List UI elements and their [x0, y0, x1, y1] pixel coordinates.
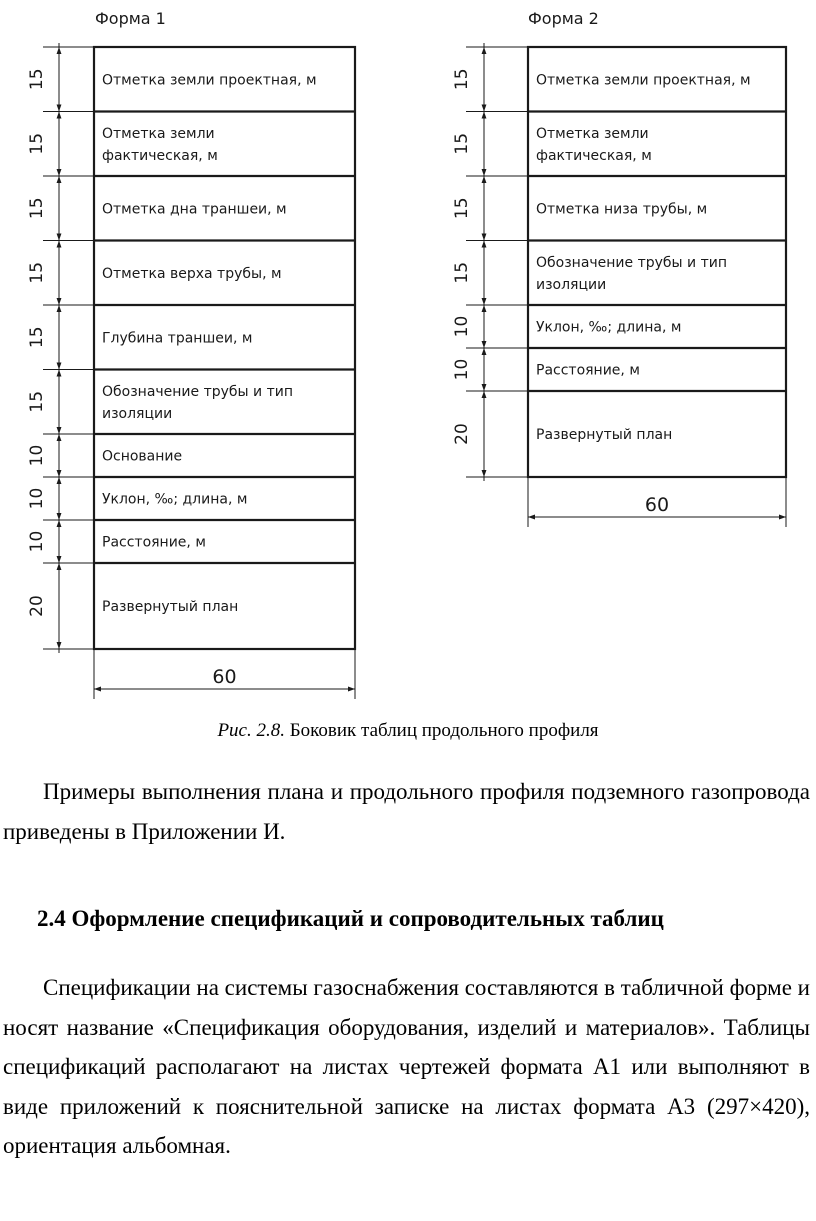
form-1-table: [27, 9, 355, 699]
row-label: Уклон, ‰; длина, м: [102, 491, 248, 508]
paragraph-specifications: Спецификации на системы газоснабжения составляются в табличной форме и носят название «Спецификация оборудования, изделий и материалов». Таблицы спецификаций располагают на листах чертежей формата А1 или выполняют в виде приложений к пояснительной записке на листах формата А3 (297×420), ориентация альбомная.: [3, 975, 810, 1158]
caption-text: Боковик таблиц продольного профиля: [289, 720, 599, 741]
table-width-value: 60: [644, 494, 670, 516]
row-height-value: 10: [27, 444, 47, 467]
row-height-value: 10: [27, 487, 47, 510]
row-label: изоляции: [536, 276, 607, 293]
row-height-value: 15: [27, 326, 47, 349]
row-label: Отметка земли проектная, м: [536, 72, 751, 89]
row-height-value: 10: [452, 358, 472, 381]
caption-prefix: Рис. 2.8.: [217, 720, 285, 741]
row-label: Обозначение трубы и тип: [102, 383, 294, 400]
row-height-value: 20: [27, 595, 47, 617]
figure-caption: [0, 720, 816, 742]
row-height-value: 15: [452, 197, 472, 220]
row-label: Глубина траншеи, м: [102, 330, 253, 347]
row-height-value: 10: [452, 315, 472, 338]
row-height-value: 15: [27, 390, 47, 413]
row-label: Уклон, ‰; длина, м: [536, 319, 682, 336]
form-title: Форма 2: [528, 9, 599, 28]
row-label: Отметка земли: [536, 125, 649, 142]
row-height-value: 15: [27, 132, 47, 155]
row-height-value: 15: [452, 261, 472, 284]
row-height-value: 10: [27, 530, 47, 553]
row-label: фактическая, м: [102, 147, 218, 164]
table-width-value: 60: [212, 666, 237, 688]
row-label: Отметка земли: [102, 125, 215, 142]
row-height-value: 15: [27, 68, 47, 91]
row-height-value: 20: [452, 423, 472, 445]
row-label: фактическая, м: [536, 147, 652, 164]
row-height-value: 15: [27, 261, 47, 284]
row-label: Отметка дна траншеи, м: [102, 201, 287, 218]
section-heading: 2.4 Оформление спецификаций и сопроводительных таблиц: [37, 906, 664, 931]
form-2-table: [452, 9, 786, 527]
row-label: изоляции: [102, 405, 173, 422]
row-height-value: 15: [452, 68, 472, 91]
paragraph-examples: Примеры выполнения плана и продольного профиля подземного газопровода приведены в Приложении И.: [3, 779, 810, 844]
row-label: Развернутый план: [102, 599, 239, 615]
row-label: Расстояние, м: [536, 362, 640, 379]
form-title: Форма 1: [95, 9, 166, 28]
row-label: Основание: [102, 448, 183, 465]
row-label: Отметка низа трубы, м: [536, 201, 708, 218]
row-label: Отметка верха трубы, м: [102, 265, 282, 282]
row-label: Обозначение трубы и тип: [536, 254, 728, 271]
row-height-value: 15: [452, 132, 472, 155]
row-label: Отметка земли проектная, м: [102, 72, 317, 89]
row-height-value: 15: [27, 197, 47, 220]
row-label: Расстояние, м: [102, 534, 206, 551]
row-label: Развернутый план: [536, 427, 673, 443]
